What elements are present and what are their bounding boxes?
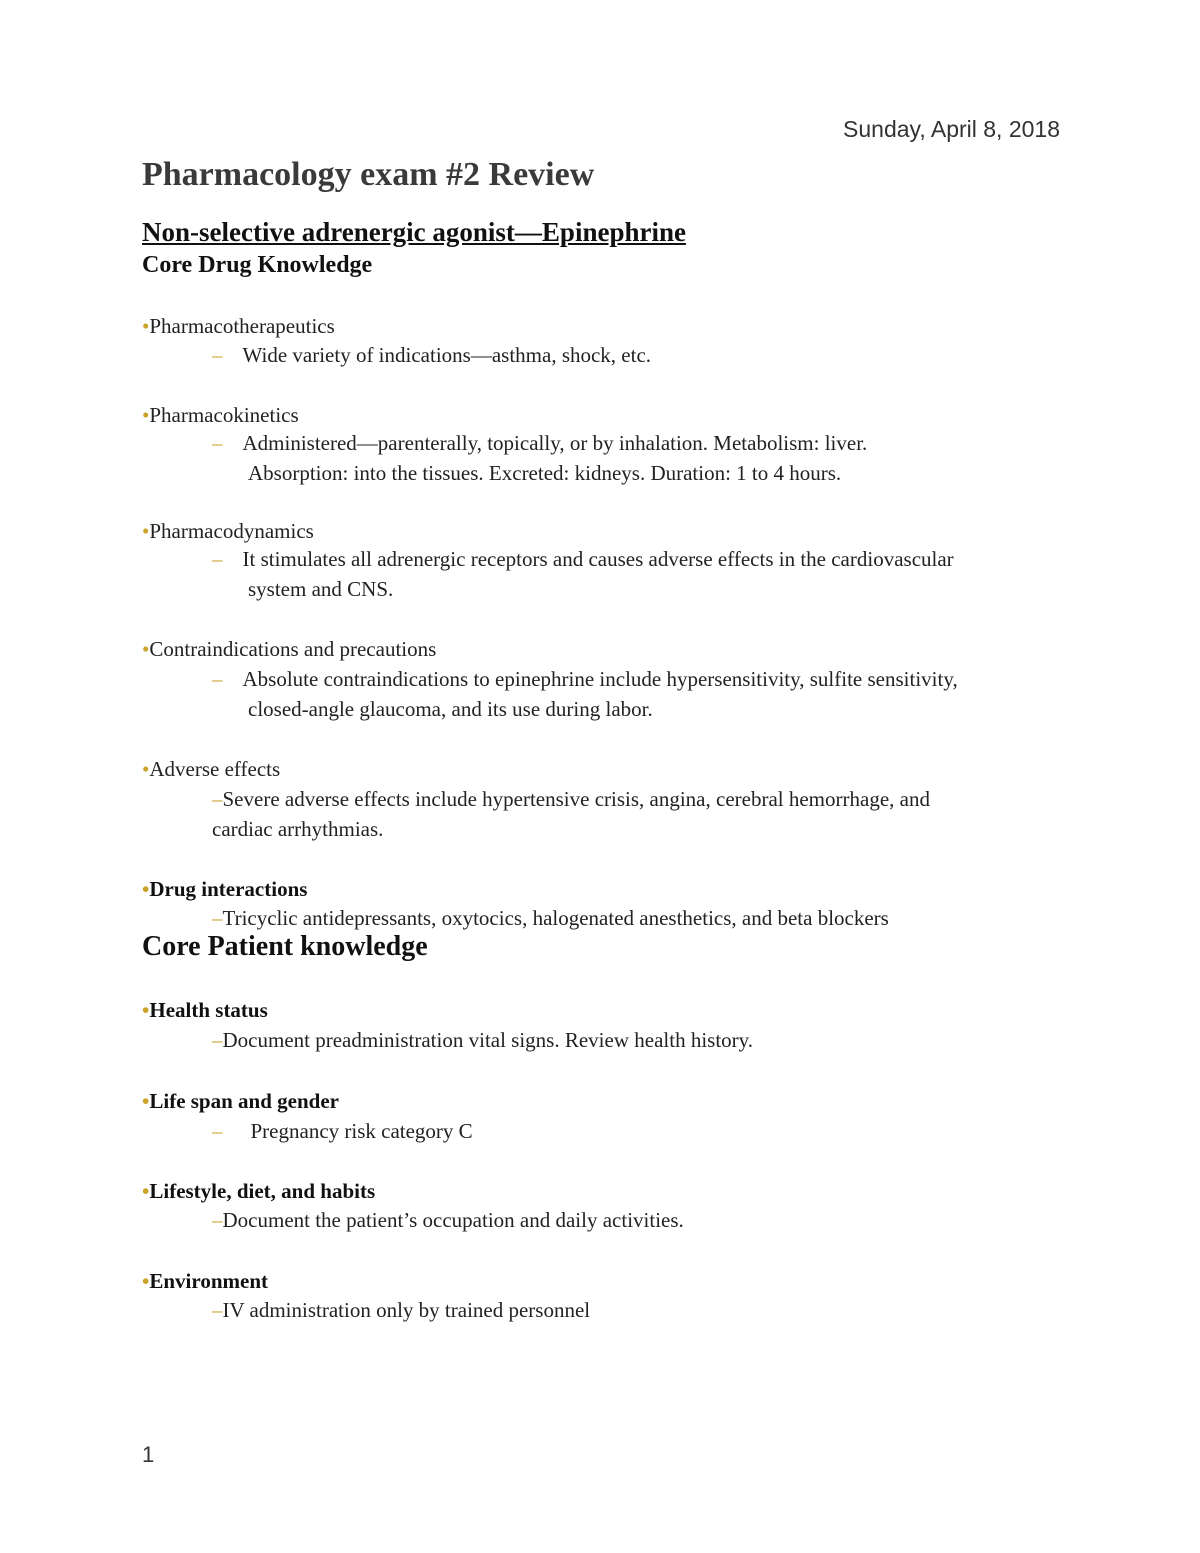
dash-icon: – — [212, 343, 223, 367]
item-detail-continuation: Absorption: into the tissues. Excreted: kidneys. Duration: 1 to 4 hours. — [248, 461, 842, 485]
bullet-icon: • — [142, 1269, 150, 1293]
item-label-drug-interactions: •Drug interactions — [142, 877, 308, 901]
item-detail-continuation: closed-angle glaucoma, and its use during labor. — [248, 697, 653, 721]
item-label-pharmacodynamics: •Pharmacodynamics — [142, 519, 314, 543]
bullet-icon: • — [142, 877, 150, 901]
item-detail: –Tricyclic antidepressants, oxytocics, halogenated anesthetics, and beta blockers — [212, 906, 889, 930]
item-label-pharmacotherapeutics: •Pharmacotherapeutics — [142, 314, 335, 338]
bullet-icon: • — [142, 519, 150, 543]
item-label-environment: •Environment — [142, 1269, 268, 1293]
bullet-icon: • — [142, 998, 150, 1022]
dash-icon: – — [212, 906, 223, 930]
section-heading-epinephrine: Non-selective adrenergic agonist—Epinephrine — [142, 217, 686, 247]
document-date: Sunday, April 8, 2018 — [843, 116, 1060, 142]
document-title: Pharmacology exam #2 Review — [142, 156, 595, 193]
item-label-pharmacokinetics: •Pharmacokinetics — [142, 403, 299, 427]
item-detail: – Wide variety of indications—asthma, shock, etc. — [212, 343, 652, 367]
dash-icon: – — [212, 1028, 223, 1052]
item-detail: – It stimulates all adrenergic receptors and causes adverse effects in the cardiovascular — [212, 547, 954, 571]
dash-icon: – — [212, 1298, 223, 1322]
bullet-icon: • — [142, 314, 150, 338]
dash-icon: – — [212, 1119, 223, 1143]
item-label-life-span: •Life span and gender — [142, 1089, 339, 1113]
item-detail: –Document the patient’s occupation and daily activities. — [212, 1208, 684, 1232]
bullet-icon: • — [142, 637, 150, 661]
item-label-adverse-effects: •Adverse effects — [142, 757, 281, 781]
item-detail-continuation: system and CNS. — [248, 577, 394, 601]
bullet-icon: • — [142, 403, 150, 427]
item-detail: – Pregnancy risk category C — [212, 1119, 473, 1143]
dash-icon: – — [212, 787, 223, 811]
item-detail: –Severe adverse effects include hypertensive crisis, angina, cerebral hemorrhage, and — [212, 787, 930, 811]
section-heading-core-patient-knowledge: Core Patient knowledge — [142, 931, 428, 962]
page-number: 1 — [142, 1442, 155, 1467]
item-detail: –Document preadministration vital signs. Review health history. — [212, 1028, 754, 1052]
item-label-lifestyle: •Lifestyle, diet, and habits — [142, 1179, 376, 1203]
bullet-icon: • — [142, 757, 150, 781]
subheading-core-drug-knowledge: Core Drug Knowledge — [142, 252, 373, 278]
item-detail: – Absolute contraindications to epinephrine include hypersensitivity, sulfite sensitivity, — [212, 667, 958, 691]
bullet-icon: • — [142, 1179, 150, 1203]
dash-icon: – — [212, 667, 223, 691]
dash-icon: – — [212, 431, 223, 455]
item-detail: –IV administration only by trained personnel — [212, 1298, 591, 1322]
item-detail-continuation: cardiac arrhythmias. — [212, 817, 384, 841]
item-label-health-status: •Health status — [142, 998, 268, 1022]
bullet-icon: • — [142, 1089, 150, 1113]
dash-icon: – — [212, 547, 223, 571]
item-label-contraindications: •Contraindications and precautions — [142, 637, 437, 661]
item-detail: – Administered—parenterally, topically, or by inhalation. Metabolism: liver. — [212, 431, 868, 455]
dash-icon: – — [212, 1208, 223, 1232]
